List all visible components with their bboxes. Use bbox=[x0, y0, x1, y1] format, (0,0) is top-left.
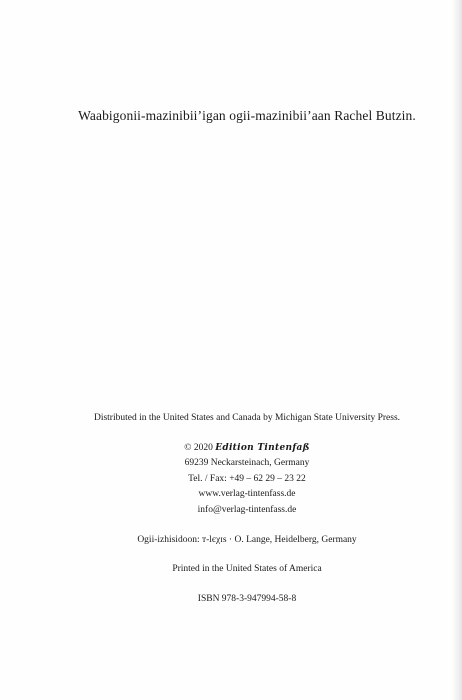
publisher-name: Edition Tintenfaß bbox=[215, 442, 310, 453]
publisher-website: www.verlag-tintenfass.de bbox=[198, 489, 296, 500]
distribution-note: Distributed in the United States and Canada by Michigan State University Press. bbox=[93, 413, 401, 423]
typesetting-credit: Ogii-izhisidoon: ᴛ-lєχɪs · O. Lange, Heidelberg, Germany bbox=[137, 534, 357, 545]
publisher-address: 69239 Neckarsteinach, Germany bbox=[184, 458, 310, 469]
imprint-block bbox=[0, 411, 462, 607]
publisher-phone: Tel. / Fax: +49 – 62 29 – 23 22 bbox=[188, 473, 306, 484]
publisher-email: info@verlag-tintenfass.de bbox=[197, 504, 297, 515]
printed-in: Printed in the United States of America bbox=[172, 564, 322, 575]
isbn-number: ISBN 978-3-947994-58-8 bbox=[197, 593, 297, 604]
copyright-year: © 2020 bbox=[184, 442, 213, 453]
dedication-line: Waabigonii-mazinibii’igan ogii-mazinibii’aan Rachel Butzin. bbox=[78, 108, 416, 123]
copyright-line bbox=[0, 441, 462, 457]
